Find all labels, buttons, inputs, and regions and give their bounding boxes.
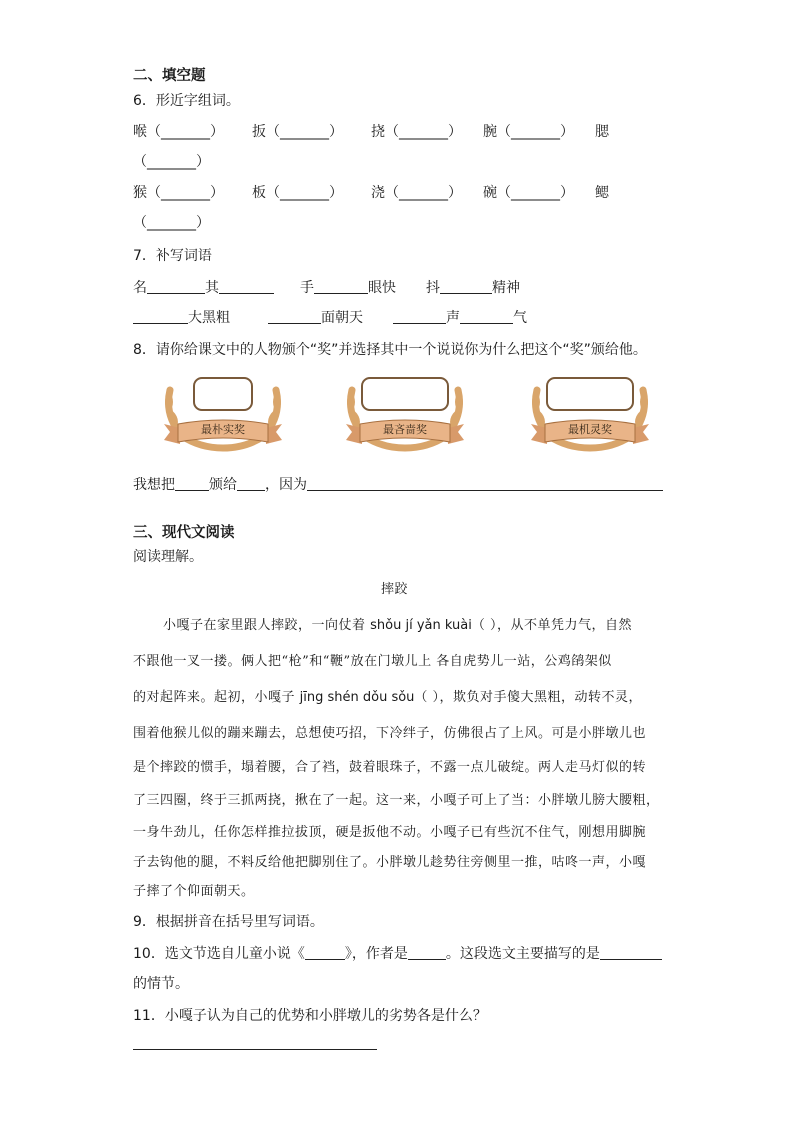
q8-answer-line: 我想把 颁给 ，因为 xyxy=(133,474,663,494)
q6-row2-item-2: 板（_______） xyxy=(252,185,343,201)
q6-row1-item-3: 挠（_______） xyxy=(371,124,462,140)
q6-row1-item-4: 腕（_______） xyxy=(483,124,574,140)
passage-line: 小嘎子在家里跟人摔跤，一向仗着 shǒu jí yǎn kuài（ ），从不单凭力气，自然 xyxy=(163,618,632,633)
answer-blank[interactable] xyxy=(460,309,513,324)
passage-line: 围着他猴儿似的蹦来蹦去，总想使巧招，下冷绊子，仿佛很占了上风。可是小胖墩儿也 xyxy=(133,726,647,741)
q6-row1-item-5: 腮 xyxy=(595,124,609,140)
answer-blank[interactable] xyxy=(408,945,446,960)
award-badge-3 xyxy=(527,370,653,454)
q6-row2-item-1: 猴（_______） xyxy=(133,185,224,201)
question-8-prompt: 8．请你给课文中的人物颁个“奖”并选择其中一个说说你为什么把这个“奖”颁给他。 xyxy=(133,342,647,358)
q6-row2-wrap: （_______） xyxy=(133,215,210,231)
q7-idiom-1: 名 其 xyxy=(133,277,274,297)
award-label: 最朴实奖 xyxy=(201,423,245,436)
question-11-prompt: 11．小嘎子认为自己的优势和小胖墩儿的劣势各是什么？ xyxy=(133,1008,487,1024)
q7-idiom-3: 抖 精神 xyxy=(426,280,520,296)
award-badge-2 xyxy=(342,370,468,454)
q6-row2-item-4: 碗（_______） xyxy=(483,185,574,201)
section-title: 二、填空题 xyxy=(133,68,206,84)
answer-blank[interactable] xyxy=(219,279,274,294)
laurel-wreath-icon xyxy=(342,370,468,454)
q7-idiom-5: 面朝天 xyxy=(268,307,363,327)
award-label: 最机灵奖 xyxy=(568,423,612,436)
q7-idiom-4: 大黑粗 xyxy=(133,307,230,327)
question-10-prompt: 10．选文节选自儿童小说《 》，作者是 。这段选文主要描写的是 xyxy=(133,943,662,963)
passage-title: 摔跤 xyxy=(381,582,409,597)
question-9-prompt: 9．根据拼音在括号里写词语。 xyxy=(133,914,324,930)
q6-row1-item-2: 扳（_______） xyxy=(252,124,343,140)
passage-line: 不跟他一叉一搂。俩人把“枪”和“鞭”放在门墩儿上 各自虎势儿一站，公鸡鹐架似 xyxy=(133,654,612,669)
answer-blank[interactable] xyxy=(600,945,662,960)
pinyin: jīng shén dǒu sǒu xyxy=(299,690,415,705)
answer-line[interactable] xyxy=(133,1049,377,1050)
q6-row2-item-5: 鳃 xyxy=(595,185,609,201)
passage-line: 的对起阵来。起初，小嘎子 jīng shén dǒu sǒu（ ），欺负对手傻大黑粗，动转不灵， xyxy=(133,690,643,705)
passage-line: 一身牛劲儿，任你怎样推拉拔顶，硬是扳他不动。小嘎子已有些沉不住气，刚想用脚腕 xyxy=(133,825,647,840)
answer-blank[interactable] xyxy=(268,309,321,324)
answer-blank[interactable] xyxy=(393,309,446,324)
award-badge-1 xyxy=(160,370,286,454)
q6-row2-item-3: 浇（_______） xyxy=(371,185,462,201)
answer-blank[interactable] xyxy=(147,279,205,294)
answer-blank[interactable] xyxy=(314,279,368,294)
answer-blank[interactable] xyxy=(237,476,265,491)
passage-line: 了三四圈，终于三抓两挠，揪在了一起。这一来，小嘎子可上了当：小胖墩儿膀大腰粗， xyxy=(133,793,660,808)
answer-blank[interactable] xyxy=(307,476,663,491)
answer-blank[interactable] xyxy=(175,476,209,491)
q10-wrap: 的情节。 xyxy=(133,976,189,992)
q7-idiom-2: 手 眼快 xyxy=(300,280,396,296)
answer-blank[interactable] xyxy=(440,279,492,294)
q6-row1-wrap: （_______） xyxy=(133,154,210,170)
q6-row1-item-1: 喉（_______） xyxy=(133,124,224,140)
question-7-prompt: 7．补写词语 xyxy=(133,248,212,264)
passage-line: 子摔了个仰面朝天。 xyxy=(133,884,255,899)
section-title: 三、现代文阅读 xyxy=(133,525,235,541)
passage-line: 是个摔跤的惯手，塌着腰，合了裆，鼓着眼珠子，不露一点儿破绽。两人走马灯似的转 xyxy=(133,760,647,775)
question-6-prompt: 6．形近字组词。 xyxy=(133,93,240,109)
answer-blank[interactable] xyxy=(305,945,345,960)
pinyin: shǒu jí yǎn kuài xyxy=(370,618,472,633)
q7-idiom-6: 声 气 xyxy=(393,307,527,327)
laurel-wreath-icon xyxy=(527,370,653,454)
laurel-wreath-icon xyxy=(160,370,286,454)
section-subtitle: 阅读理解。 xyxy=(133,549,203,565)
passage-line: 子去钩他的腿，不料反给他把脚别住了。小胖墩儿趁势往旁侧里一推，咕咚一声，小嘎 xyxy=(133,855,647,870)
award-label: 最吝啬奖 xyxy=(383,423,427,436)
answer-blank[interactable] xyxy=(133,309,188,324)
